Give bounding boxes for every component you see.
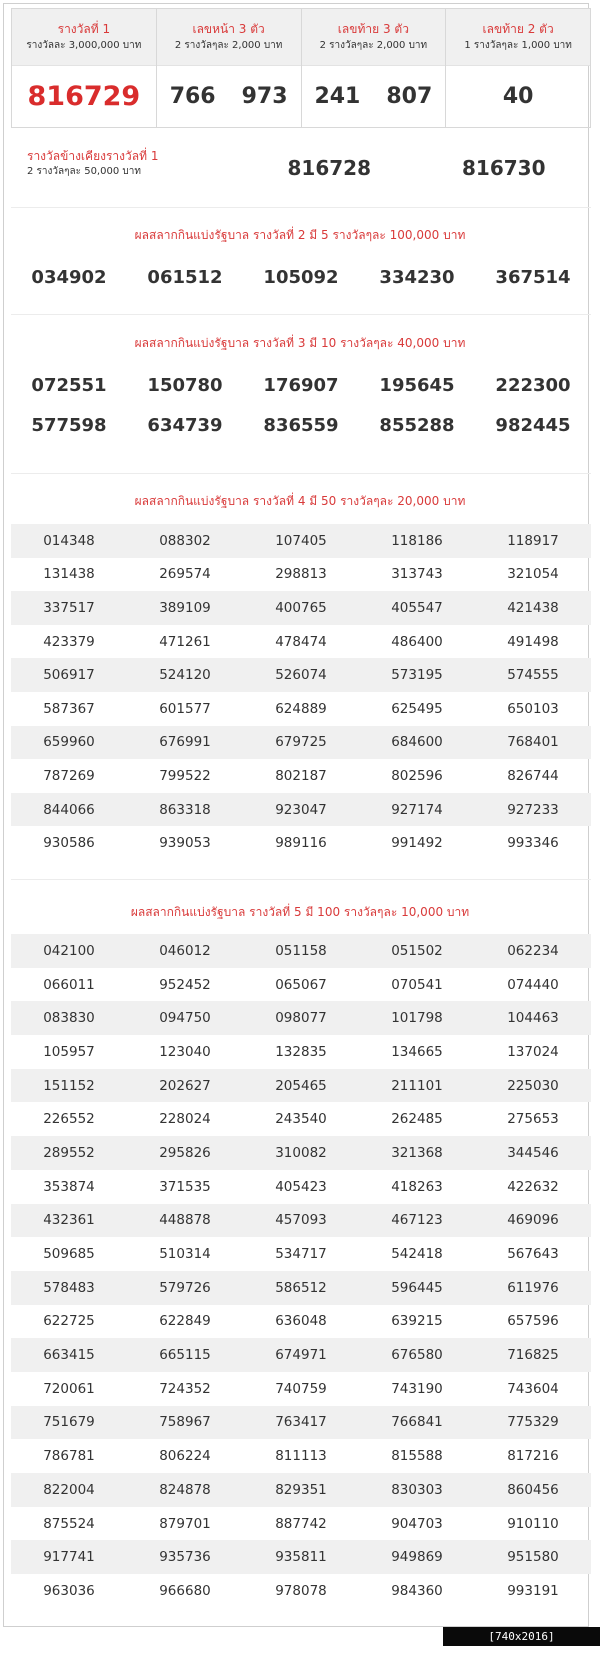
ticket-number: 758967 <box>159 1414 211 1431</box>
ticket-number: 344546 <box>507 1144 559 1161</box>
ticket-number: 083830 <box>43 1010 95 1027</box>
near-first-number: 816730 <box>462 156 546 180</box>
last-three-number: 241 <box>314 84 361 109</box>
ticket-number: 337517 <box>43 599 95 616</box>
top-prize-table <box>11 8 591 128</box>
ticket-number: 405423 <box>275 1178 327 1195</box>
last-two-column <box>446 9 590 127</box>
prize3-number: 836559 <box>263 415 339 436</box>
ticket-number: 935811 <box>275 1549 327 1566</box>
table-row <box>11 1473 591 1507</box>
ticket-number: 720061 <box>43 1380 95 1397</box>
ticket-number: 051158 <box>275 942 327 959</box>
table-row <box>11 1204 591 1238</box>
first-prize-subtitle: รางวัลละ 3,000,000 บาท <box>26 40 142 51</box>
ticket-number: 389109 <box>159 599 211 616</box>
ticket-number: 131438 <box>43 566 95 583</box>
ticket-number: 353874 <box>43 1178 95 1195</box>
near-first-number: 816728 <box>287 156 371 180</box>
ticket-number: 542418 <box>391 1246 443 1263</box>
ticket-number: 802187 <box>275 767 327 784</box>
ticket-number: 991492 <box>391 835 443 852</box>
prize3-number: 222300 <box>495 375 571 396</box>
last-three-column <box>302 9 447 127</box>
ticket-number: 506917 <box>43 667 95 684</box>
ticket-number: 405547 <box>391 599 443 616</box>
table-row <box>11 558 591 592</box>
table-row <box>11 1237 591 1271</box>
ticket-number: 226552 <box>43 1111 95 1128</box>
ticket-number: 806224 <box>159 1448 211 1465</box>
ticket-number: 151152 <box>43 1077 95 1094</box>
ticket-number: 659960 <box>43 734 95 751</box>
ticket-number: 743604 <box>507 1380 559 1397</box>
prize4-table <box>11 524 591 860</box>
prize2-number: 367514 <box>495 267 571 288</box>
ticket-number: 802596 <box>391 767 443 784</box>
ticket-number: 775329 <box>507 1414 559 1431</box>
table-row <box>11 591 591 625</box>
table-row <box>11 658 591 692</box>
ticket-number: 910110 <box>507 1515 559 1532</box>
ticket-number: 243540 <box>275 1111 327 1128</box>
front-three-header <box>157 9 301 66</box>
ticket-number: 829351 <box>275 1481 327 1498</box>
ticket-number: 313743 <box>391 566 443 583</box>
ticket-number: 935736 <box>159 1549 211 1566</box>
prize2-number: 034902 <box>31 267 107 288</box>
ticket-number: 321054 <box>507 566 559 583</box>
ticket-number: 298813 <box>275 566 327 583</box>
table-row <box>11 1372 591 1406</box>
prize3-number: 150780 <box>147 375 223 396</box>
ticket-number: 674971 <box>275 1347 327 1364</box>
ticket-number: 275653 <box>507 1111 559 1128</box>
ticket-number: 062234 <box>507 942 559 959</box>
ticket-number: 989116 <box>275 835 327 852</box>
table-row <box>11 1406 591 1440</box>
last-three-number: 807 <box>386 84 433 109</box>
ticket-number: 844066 <box>43 801 95 818</box>
front-three-column <box>157 9 302 127</box>
table-row <box>11 1338 591 1372</box>
first-prize-value <box>12 66 156 127</box>
last-two-number: 40 <box>502 84 534 109</box>
table-row <box>11 1540 591 1574</box>
ticket-number: 740759 <box>275 1380 327 1397</box>
table-row <box>11 1069 591 1103</box>
ticket-number: 824878 <box>159 1481 211 1498</box>
ticket-number: 371535 <box>159 1178 211 1195</box>
front-three-title: เลขหน้า 3 ตัว <box>192 22 265 36</box>
ticket-number: 625495 <box>391 700 443 717</box>
ticket-number: 587367 <box>43 700 95 717</box>
ticket-number: 939053 <box>159 835 211 852</box>
ticket-number: 860456 <box>507 1481 559 1498</box>
ticket-number: 469096 <box>507 1212 559 1229</box>
ticket-number: 467123 <box>391 1212 443 1229</box>
ticket-number: 486400 <box>391 633 443 650</box>
first-prize-header <box>12 9 156 66</box>
prize3-row <box>11 375 591 396</box>
ticket-number: 650103 <box>507 700 559 717</box>
prize5-table <box>11 934 591 1608</box>
ticket-number: 927174 <box>391 801 443 818</box>
ticket-number: 205465 <box>275 1077 327 1094</box>
ticket-number: 510314 <box>159 1246 211 1263</box>
ticket-number: 984360 <box>391 1582 443 1599</box>
ticket-number: 639215 <box>391 1313 443 1330</box>
near-first-label <box>11 148 242 195</box>
ticket-number: 787269 <box>43 767 95 784</box>
ticket-number: 786781 <box>43 1448 95 1465</box>
ticket-number: 094750 <box>159 1010 211 1027</box>
image-host-watermark: [740x2016] http://upic.me/ <box>443 1627 600 1646</box>
table-row <box>11 759 591 793</box>
prize2-title: ผลสลากกินแบ่งรัฐบาล รางวัลที่ 2 มี 5 รางวัลๆละ 100,000 บาท <box>134 228 466 242</box>
last-three-values <box>302 66 446 127</box>
table-row <box>11 692 591 726</box>
ticket-number: 799522 <box>159 767 211 784</box>
ticket-number: 930586 <box>43 835 95 852</box>
ticket-number: 088302 <box>159 532 211 549</box>
ticket-number: 400765 <box>275 599 327 616</box>
last-three-title: เลขท้าย 3 ตัว <box>337 22 409 36</box>
ticket-number: 766841 <box>391 1414 443 1431</box>
last-two-subtitle: 1 รางวัลๆละ 1,000 บาท <box>464 40 572 51</box>
ticket-number: 471261 <box>159 633 211 650</box>
ticket-number: 679725 <box>275 734 327 751</box>
ticket-number: 014348 <box>43 532 95 549</box>
ticket-number: 105957 <box>43 1043 95 1060</box>
ticket-number: 421438 <box>507 599 559 616</box>
prize2-number: 105092 <box>263 267 339 288</box>
ticket-number: 104463 <box>507 1010 559 1027</box>
ticket-number: 509685 <box>43 1246 95 1263</box>
table-row <box>11 1439 591 1473</box>
table-row <box>11 1574 591 1608</box>
table-row <box>11 1136 591 1170</box>
ticket-number: 211101 <box>391 1077 443 1094</box>
table-row <box>11 934 591 968</box>
ticket-number: 724352 <box>159 1380 211 1397</box>
ticket-number: 636048 <box>275 1313 327 1330</box>
ticket-number: 951580 <box>507 1549 559 1566</box>
prize3-number: 577598 <box>31 415 107 436</box>
ticket-number: 952452 <box>159 976 211 993</box>
ticket-number: 526074 <box>275 667 327 684</box>
ticket-number: 295826 <box>159 1144 211 1161</box>
first-prize-title: รางวัลที่ 1 <box>57 22 111 36</box>
ticket-number: 051502 <box>391 942 443 959</box>
ticket-number: 042100 <box>43 942 95 959</box>
near-first-title: รางวัลข้างเคียงรางวัลที่ 1 <box>27 148 159 163</box>
front-three-number: 973 <box>241 84 288 109</box>
ticket-number: 751679 <box>43 1414 95 1431</box>
table-row <box>11 1001 591 1035</box>
ticket-number: 491498 <box>507 633 559 650</box>
prize3-number: 855288 <box>379 415 455 436</box>
table-row <box>11 1102 591 1136</box>
last-two-title: เลขท้าย 2 ตัว <box>482 22 554 36</box>
prize2-number: 061512 <box>147 267 223 288</box>
ticket-number: 768401 <box>507 734 559 751</box>
ticket-number: 567643 <box>507 1246 559 1263</box>
ticket-number: 457093 <box>275 1212 327 1229</box>
ticket-number: 418263 <box>391 1178 443 1195</box>
ticket-number: 815588 <box>391 1448 443 1465</box>
prize3-number: 634739 <box>147 415 223 436</box>
front-three-number: 766 <box>169 84 216 109</box>
near-first-subtitle: 2 รางวัลๆละ 50,000 บาท <box>27 165 141 177</box>
first-prize-number: 816729 <box>27 81 141 112</box>
ticket-number: 137024 <box>507 1043 559 1060</box>
ticket-number: 657596 <box>507 1313 559 1330</box>
ticket-number: 811113 <box>275 1448 327 1465</box>
ticket-number: 066011 <box>43 976 95 993</box>
ticket-number: 586512 <box>275 1279 327 1296</box>
prize3-number: 072551 <box>31 375 107 396</box>
prize5-title: ผลสลากกินแบ่งรัฐบาล รางวัลที่ 5 มี 100 รางวัลๆละ 10,000 บาท <box>130 905 470 919</box>
ticket-number: 289552 <box>43 1144 95 1161</box>
ticket-number: 830303 <box>391 1481 443 1498</box>
ticket-number: 611976 <box>507 1279 559 1296</box>
prize2-number: 334230 <box>379 267 455 288</box>
prize3-title: ผลสลากกินแบ่งรัฐบาล รางวัลที่ 3 มี 10 รางวัลๆละ 40,000 บาท <box>134 336 466 350</box>
ticket-number: 716825 <box>507 1347 559 1364</box>
ticket-number: 904703 <box>391 1515 443 1532</box>
near-first-prize-section <box>11 136 591 206</box>
table-row <box>11 625 591 659</box>
ticket-number: 887742 <box>275 1515 327 1532</box>
table-row <box>11 1507 591 1541</box>
ticket-number: 923047 <box>275 801 327 818</box>
ticket-number: 107405 <box>275 532 327 549</box>
ticket-number: 826744 <box>507 767 559 784</box>
prize3-number: 982445 <box>495 415 571 436</box>
ticket-number: 422632 <box>507 1178 559 1195</box>
table-row <box>11 968 591 1002</box>
table-row <box>11 726 591 760</box>
prize4-title: ผลสลากกินแบ่งรัฐบาล รางวัลที่ 4 มี 50 รางวัลๆละ 20,000 บาท <box>134 494 466 508</box>
table-row <box>11 1035 591 1069</box>
last-three-header <box>302 9 446 66</box>
ticket-number: 321368 <box>391 1144 443 1161</box>
ticket-number: 665115 <box>159 1347 211 1364</box>
table-row <box>11 524 591 558</box>
ticket-number: 070541 <box>391 976 443 993</box>
ticket-number: 118917 <box>507 532 559 549</box>
ticket-number: 578483 <box>43 1279 95 1296</box>
ticket-number: 963036 <box>43 1582 95 1599</box>
last-three-subtitle: 2 รางวัลๆละ 2,000 บาท <box>319 40 428 51</box>
ticket-number: 524120 <box>159 667 211 684</box>
ticket-number: 228024 <box>159 1111 211 1128</box>
ticket-number: 817216 <box>507 1448 559 1465</box>
ticket-number: 624889 <box>275 700 327 717</box>
table-row <box>11 1305 591 1339</box>
ticket-number: 875524 <box>43 1515 95 1532</box>
ticket-number: 132835 <box>275 1043 327 1060</box>
ticket-number: 993346 <box>507 835 559 852</box>
ticket-number: 927233 <box>507 801 559 818</box>
divider <box>11 879 591 880</box>
ticket-number: 601577 <box>159 700 211 717</box>
ticket-number: 101798 <box>391 1010 443 1027</box>
ticket-number: 763417 <box>275 1414 327 1431</box>
prize3-row <box>11 415 591 436</box>
ticket-number: 046012 <box>159 942 211 959</box>
divider <box>11 314 591 315</box>
last-two-values <box>446 66 590 127</box>
ticket-number: 663415 <box>43 1347 95 1364</box>
front-three-values <box>157 66 301 127</box>
ticket-number: 743190 <box>391 1380 443 1397</box>
prize2-row <box>11 267 591 288</box>
prize3-number: 176907 <box>263 375 339 396</box>
ticket-number: 684600 <box>391 734 443 751</box>
ticket-number: 949869 <box>391 1549 443 1566</box>
ticket-number: 478474 <box>275 633 327 650</box>
first-prize-column <box>12 9 157 127</box>
ticket-number: 262485 <box>391 1111 443 1128</box>
ticket-number: 074440 <box>507 976 559 993</box>
ticket-number: 432361 <box>43 1212 95 1229</box>
ticket-number: 622849 <box>159 1313 211 1330</box>
ticket-number: 134665 <box>391 1043 443 1060</box>
ticket-number: 534717 <box>275 1246 327 1263</box>
ticket-number: 123040 <box>159 1043 211 1060</box>
ticket-number: 202627 <box>159 1077 211 1094</box>
table-row <box>11 1271 591 1305</box>
table-row <box>11 826 591 860</box>
ticket-number: 574555 <box>507 667 559 684</box>
ticket-number: 118186 <box>391 532 443 549</box>
ticket-number: 676580 <box>391 1347 443 1364</box>
ticket-number: 966680 <box>159 1582 211 1599</box>
ticket-number: 448878 <box>159 1212 211 1229</box>
divider <box>11 473 591 474</box>
table-row <box>11 793 591 827</box>
front-three-subtitle: 2 รางวัลๆละ 2,000 บาท <box>174 40 283 51</box>
ticket-number: 917741 <box>43 1549 95 1566</box>
ticket-number: 573195 <box>391 667 443 684</box>
ticket-number: 423379 <box>43 633 95 650</box>
ticket-number: 863318 <box>159 801 211 818</box>
ticket-number: 676991 <box>159 734 211 751</box>
ticket-number: 596445 <box>391 1279 443 1296</box>
ticket-number: 098077 <box>275 1010 327 1027</box>
ticket-number: 269574 <box>159 566 211 583</box>
last-two-header <box>446 9 590 66</box>
ticket-number: 579726 <box>159 1279 211 1296</box>
divider <box>11 207 591 208</box>
ticket-number: 065067 <box>275 976 327 993</box>
ticket-number: 225030 <box>507 1077 559 1094</box>
ticket-number: 978078 <box>275 1582 327 1599</box>
prize3-number: 195645 <box>379 375 455 396</box>
ticket-number: 993191 <box>507 1582 559 1599</box>
ticket-number: 310082 <box>275 1144 327 1161</box>
table-row <box>11 1170 591 1204</box>
ticket-number: 879701 <box>159 1515 211 1532</box>
ticket-number: 622725 <box>43 1313 95 1330</box>
ticket-number: 822004 <box>43 1481 95 1498</box>
